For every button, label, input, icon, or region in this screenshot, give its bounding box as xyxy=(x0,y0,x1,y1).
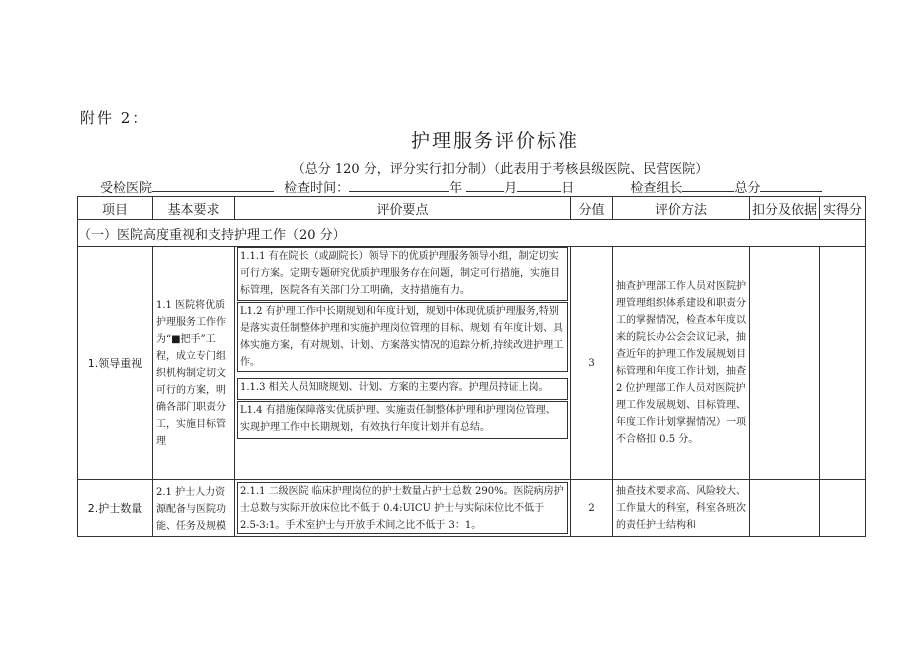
month-label: 月 xyxy=(504,181,518,196)
col-header-score: 分值 xyxy=(571,197,613,220)
leader-blank xyxy=(682,178,734,192)
evaluation-points-cell xyxy=(235,480,571,537)
point-1-1-4: L1.4 有措施保障落实优质护理、实施责任制整体护理和护理岗位管理、实现护理工作中长期规划，有效执行年度计划并有总结。 xyxy=(237,401,568,439)
time-blank xyxy=(349,178,449,192)
score-cell: 2 xyxy=(571,480,613,537)
point-2-1-1: 2.1.1 二级医院 临床护理岗位的护士数量占护士总数 290%。医院病房护士总数与实际开放床位比不低于 0.4:UICU 护士与实际床位比不低于 2.5-3:1。手术室护士与开放手术间之比不低于 3：1。 xyxy=(237,482,568,534)
evaluation-points-cell xyxy=(235,247,571,480)
time-label: 检查时间： xyxy=(284,181,350,196)
hospital-label: 受检医院 xyxy=(100,181,153,196)
basic-requirement-text: 2.1 护士人力资源配备与医院功能、任务及规模 xyxy=(156,487,226,532)
item-cell: 2.护士数量 xyxy=(78,480,153,537)
basic-requirement-cell xyxy=(153,247,235,480)
point-1-1-2: L1.2 有护理工作中长期规划和年度计划，规划中体现优质护理服务,特别是落实责任制整体护理和实施护理岗位管理的目标、规划 有年度计划、具体实施方案，有对规划、计划、方案落实情况的追踪分析,持续改进护理工作。 xyxy=(237,302,568,372)
total-label: 总分 xyxy=(734,181,761,196)
point-1-1-1: 1.1.1 有在院长（或副院长）领导下的优质护理服务领导小组，制定切实可行方案。定期专题研究优质护理服务存在问题，制定可行措施，实施目标管理，医院各有关部门分工明确，支持措施有力。 xyxy=(237,247,568,301)
basic-requirement-cell xyxy=(153,480,235,537)
attachment-label: 附件 2： xyxy=(80,109,150,127)
basic-requirement-text: 1.1 医院将优质护理服务工作作为“■把手”工程，成立专门组织机构制定切文可行的方案，明确各部门职责分工，实施目标管理 xyxy=(156,300,226,447)
day-blank xyxy=(517,178,561,192)
method-cell: 抽查技术要求高、风险较大、工作量大的科室，科室各班次的责任护士结构和 xyxy=(613,480,750,537)
col-header-points: 评价要点 xyxy=(235,197,571,220)
col-header-actual: 实得分 xyxy=(820,197,866,220)
leader-label: 检查组长 xyxy=(630,181,683,196)
evaluation-table xyxy=(77,196,866,537)
page-title: 护理服务评价标准 xyxy=(410,130,579,152)
table-row xyxy=(78,247,866,480)
col-header-method: 评价方法 xyxy=(613,197,750,220)
section-title: （一）医院高度重视和支持护理工作（20 分） xyxy=(78,220,866,247)
item-cell: 1.领导重视 xyxy=(78,247,153,480)
actual-score-cell xyxy=(820,247,866,480)
col-header-basic: 基本要求 xyxy=(153,197,235,220)
deduction-cell xyxy=(750,480,820,537)
actual-score-cell xyxy=(820,480,866,537)
day-label: 日 xyxy=(561,181,575,196)
deduction-cell xyxy=(750,247,820,480)
table-header-row xyxy=(78,197,866,220)
page-subtitle: （总分 120 分，评分实行扣分制）（此表用于考核县级医院、民营医院） xyxy=(291,162,709,177)
total-blank xyxy=(760,178,822,192)
month-blank xyxy=(466,178,504,192)
col-header-deduction: 扣分及依据 xyxy=(750,197,820,220)
section-row xyxy=(78,220,866,247)
col-header-item: 项目 xyxy=(78,197,153,220)
score-cell: 3 xyxy=(571,247,613,480)
table-row xyxy=(78,480,866,537)
method-cell: 抽查护理部工作人员对医院护理管理组织体系建设和职责分工的掌握情况，检查本年度以来的院长办公会会议记录，抽查近年的护理工作发展规划目标管理和年度工作计划，抽查 2 位护理部工作人员对医院护理工作发展规划、目标管理、年度工作计划掌握情况）一项不合格扣 0.5 分。 xyxy=(613,247,750,480)
hospital-blank xyxy=(152,178,274,192)
point-1-1-3: 1.1.3 相关人员知晓规划、计划、方案的主要内容。护理员持证上岗。 xyxy=(237,378,568,400)
inspection-info-line xyxy=(100,177,822,196)
year-label: 年 xyxy=(449,181,463,196)
